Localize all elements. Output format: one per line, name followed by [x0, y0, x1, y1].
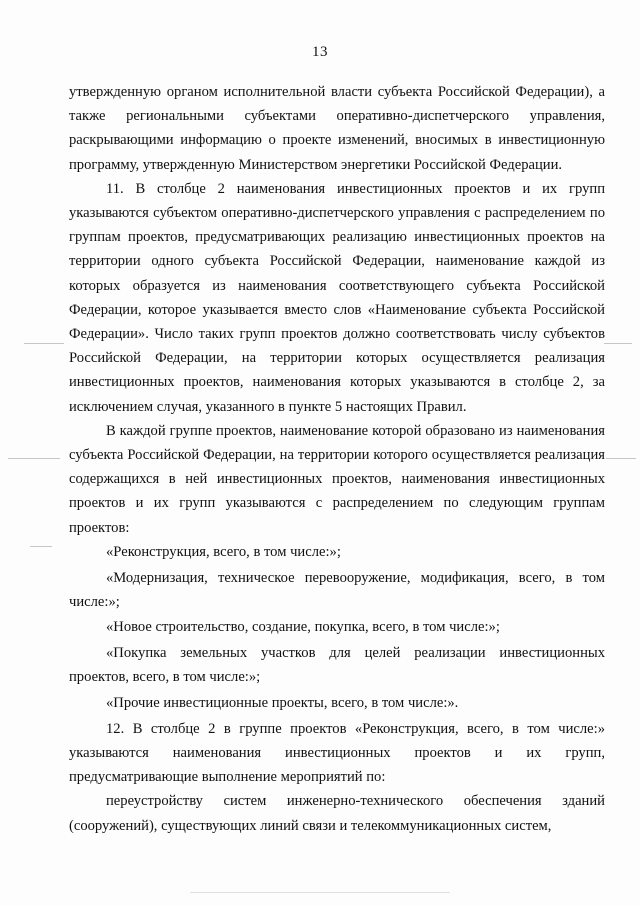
document-body	[69, 80, 605, 838]
scan-artifact	[190, 892, 450, 893]
scan-artifact	[24, 343, 64, 344]
scan-artifact	[30, 546, 52, 547]
list-item-land-purchase: «Покупка земельных участков для целей реализации инвестиционных проектов, всего, в том числе:»;	[69, 645, 605, 686]
paragraph-clause-12: 12. В столбце 2 в группе проектов «Реконструкция, всего, в том числе:» указываются наименования инвестиционных проектов и их групп, предусматривающие выполнение мероприятий по:	[69, 720, 605, 786]
list-item-modernization: «Модернизация, техническое перевооружение, модификация, всего, в том числе:»;	[69, 569, 605, 610]
list-item-other-projects: «Прочие инвестиционные проекты, всего, в том числе:».	[106, 695, 459, 712]
scan-artifact	[606, 458, 636, 459]
paragraph-clause-11: 11. В столбце 2 наименования инвестиционных проектов и их групп указываются субъектом оперативно-диспетчерского управления с распределением по группам проектов, предусматривающих реализацию инвестиционных проектов на территории одного субъекта Российской Федерации, наименование каждой из которых образуется из наименования соответствующего субъекта Российской Федерации, которое указывается вместо слов «Наименование субъекта Российской Федерации». Число таких групп проектов должно соответствовать числу субъектов Российской Федерации, на территории которых осуществляется реализация инвестиционных проектов, наименования которых указываются в столбце 2, за исключением случая, указанного в пункте 5 настоящих Правил.	[69, 180, 605, 415]
paragraph-continuation: утвержденную органом исполнительной власти субъекта Российской Федерации), а также региональными субъектами оперативно-диспетчерского управления, раскрывающими информацию о проекте изменений, вносимых в инвестиционную программу, утвержденную Министерством энергетики Российской Федерации.	[69, 84, 605, 173]
scan-artifact	[604, 343, 632, 344]
list-item-new-construction: «Новое строительство, создание, покупка, всего, в том числе:»;	[106, 619, 500, 636]
scan-artifact	[8, 458, 60, 459]
paragraph-reconstruction-measures: переустройству систем инженерно-технического обеспечения зданий (сооружений), существующих линий связи и телекоммуникационных систем,	[69, 793, 605, 834]
list-item-reconstruction: «Реконструкция, всего, в том числе:»;	[106, 543, 341, 560]
paragraph-group-naming: В каждой группе проектов, наименование которой образовано из наименования субъекта Российской Федерации, на территории которого осуществляется реализация содержащихся в ней инвестиционных проектов, наименования инвестиционных проектов и их групп указываются с распределением по следующим группам проектов:	[69, 422, 605, 536]
page-number: 13	[312, 44, 328, 60]
